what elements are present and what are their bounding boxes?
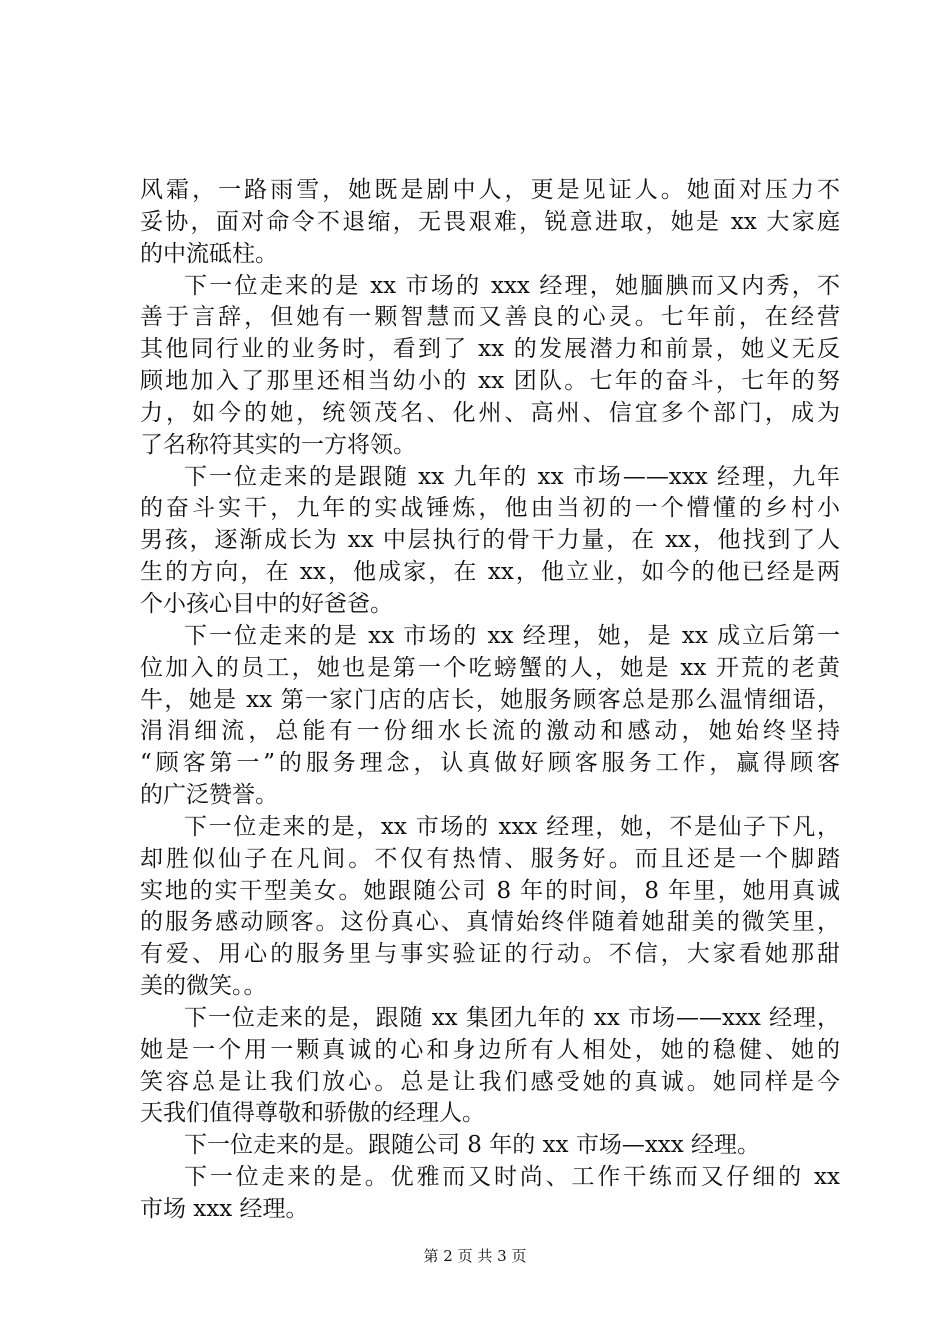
document-body: [140, 175, 840, 1226]
text-line: 美的微笑。。: [140, 973, 267, 1000]
text-line: 生的方向，在 xx，他成家，在 xx，他立业，如今的他已经是两: [140, 559, 840, 586]
text-line: 的奋斗实干，九年的实战锤炼，他由当初的一个懵懂的乡村小: [140, 495, 840, 522]
text-line: 天我们值得尊敬和骄傲的经理人。: [140, 1100, 485, 1127]
text-line: 风霜，一路雨雪，她既是剧中人，更是见证人。她面对压力不: [140, 177, 840, 203]
text-line: 位加入的员工，她也是第一个吃螃蟹的人，她是 xx 开荒的老黄: [140, 654, 840, 681]
text-line: 却胜似仙子在凡间。不仅有热情、服务好。而且还是一个脚踏: [140, 845, 840, 872]
text-line: 的广泛赞誉。: [140, 782, 278, 809]
text-line: 妥协，面对命令不退缩，无畏艰难，锐意进取，她是 xx 大家庭: [140, 208, 840, 235]
text-line: “顾客第一”的服务理念，认真做好顾客服务工作，赢得顾客: [140, 750, 840, 777]
text-line: 了名称符其实的一方将领。: [140, 431, 416, 458]
text-line: 涓涓细流，总能有一份细水长流的激动和感动，她始终坚持: [140, 718, 840, 745]
text-line: 下一位走来的是，xx 市场的 xxx 经理，她，不是仙子下凡，: [184, 813, 840, 840]
text-line: 笑容总是让我们放心。总是让我们感受她的真诚。她同样是今: [140, 1068, 840, 1095]
text-line: 她是一个用一颗真诚的心和身边所有人相处，她的稳健、她的: [140, 1036, 840, 1063]
text-line: 下一位走来的是跟随 xx 九年的 xx 市场——xxx 经理，九年: [184, 463, 840, 490]
text-line: 牛，她是 xx 第一家门店的店长，她服务顾客总是那么温情细语，: [140, 686, 840, 713]
text-line: 力，如今的她，统领茂名、化州、高州、信宜多个部门，成为: [140, 399, 840, 426]
text-line: 的服务感动顾客。这份真心、真情始终伴随着她甜美的微笑里，: [140, 909, 840, 936]
text-line: 个小孩心目中的好爸爸。: [140, 590, 393, 617]
text-line: 的中流砥柱。: [140, 240, 278, 267]
text-line: 顾地加入了那里还相当幼小的 xx 团队。七年的奋斗，七年的努: [140, 368, 840, 395]
text-line: 实地的实干型美女。她跟随公司 8 年的时间，8 年里，她用真诚: [140, 877, 840, 904]
text-line: 有爱、用心的服务里与事实验证的行动。不信，大家看她那甜: [140, 941, 840, 968]
text-line: 下一位走来的是 xx 市场的 xx 经理，她，是 xx 成立后第一: [184, 622, 840, 649]
page-footer: 第 2 页 共 3 页: [423, 1247, 527, 1265]
text-line: 下一位走来的是，跟随 xx 集团九年的 xx 市场——xxx 经理，: [184, 1004, 840, 1031]
text-line: 下一位走来的是。优雅而又时尚、工作干练而又仔细的 xx: [184, 1164, 840, 1191]
text-line: 善于言辞，但她有一颗智慧而又善良的心灵。七年前，在经营: [140, 304, 840, 331]
text-line: 男孩，逐渐成长为 xx 中层执行的骨干力量，在 xx，他找到了人: [140, 527, 840, 554]
text-line: 下一位走来的是 xx 市场的 xxx 经理，她腼腆而又内秀，不: [184, 272, 840, 299]
text-line: 其他同行业的业务时，看到了 xx 的发展潜力和前景，她义无反: [140, 336, 840, 363]
text-line: 市场 xxx 经理。: [140, 1196, 309, 1222]
text-line: 下一位走来的是。跟随公司 8 年的 xx 市场—xxx 经理。: [184, 1132, 761, 1159]
